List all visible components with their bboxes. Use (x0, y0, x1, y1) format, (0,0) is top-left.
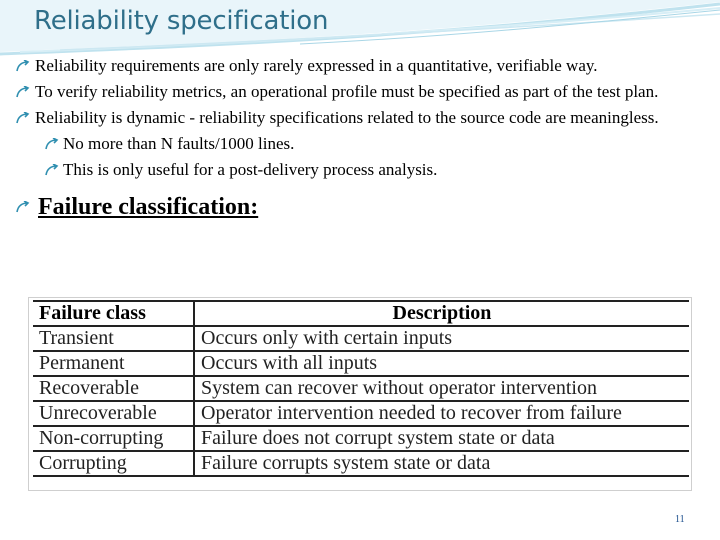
sub-bullet-item (45, 132, 706, 156)
arrow-bullet-icon (16, 86, 30, 98)
slide-title: Reliability specification (34, 6, 329, 36)
failure-classification-table (33, 300, 689, 477)
bullet-text: This is only useful for a post-delivery process analysis. (63, 160, 438, 179)
page-number: 11 (675, 514, 685, 525)
table-row (33, 401, 689, 426)
section-heading-bullet (16, 192, 706, 222)
arrow-bullet-icon (16, 112, 30, 124)
bullet-text: Reliability is dynamic - reliability specifications related to the source code are meaningless. (35, 108, 659, 127)
failure-class-cell: Unrecoverable (33, 401, 194, 426)
table-row (33, 426, 689, 451)
failure-class-cell: Non-corrupting (33, 426, 194, 451)
bullet-item (16, 80, 706, 104)
table-row (33, 376, 689, 401)
arrow-bullet-icon (16, 60, 30, 72)
bullet-text: No more than N faults/1000 lines. (63, 134, 295, 153)
bullet-list (16, 54, 706, 224)
failure-class-cell: Permanent (33, 351, 194, 376)
description-cell: Operator intervention needed to recover from failure (194, 401, 689, 426)
description-cell: Failure corrupts system state or data (194, 451, 689, 476)
arrow-bullet-icon (45, 164, 59, 176)
section-heading-text: Failure classification: (38, 194, 259, 220)
table-row (33, 451, 689, 476)
failure-class-cell: Corrupting (33, 451, 194, 476)
table-row (33, 351, 689, 376)
failure-class-cell: Transient (33, 326, 194, 351)
description-cell: System can recover without operator intervention (194, 376, 689, 401)
column-header-description: Description (194, 301, 689, 326)
bullet-text: Reliability requirements are only rarely expressed in a quantitative, verifiable way. (35, 56, 598, 75)
bullet-item (16, 54, 706, 78)
bullet-item (16, 106, 706, 130)
description-cell: Occurs with all inputs (194, 351, 689, 376)
description-cell: Occurs only with certain inputs (194, 326, 689, 351)
bullet-text: To verify reliability metrics, an operational profile must be specified as part of the test plan. (35, 82, 659, 101)
description-cell: Failure does not corrupt system state or data (194, 426, 689, 451)
failure-class-cell: Recoverable (33, 376, 194, 401)
arrow-bullet-icon (16, 201, 30, 213)
sub-bullet-item (45, 158, 706, 182)
arrow-bullet-icon (45, 138, 59, 150)
table-header-row (33, 301, 689, 326)
table-row (33, 326, 689, 351)
failure-classification-table-image (29, 298, 691, 490)
column-header-failure-class: Failure class (33, 301, 194, 326)
